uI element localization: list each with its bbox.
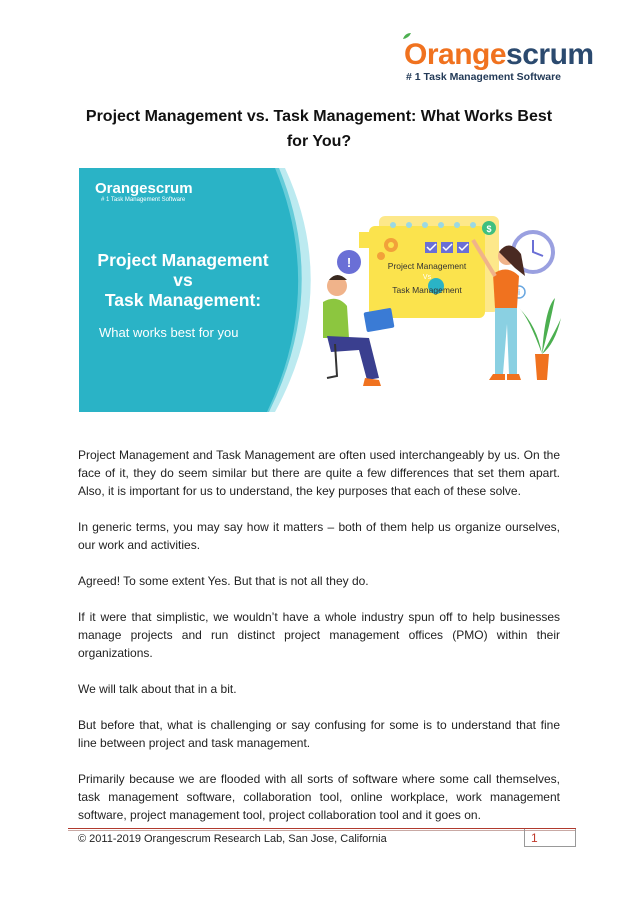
body-text xyxy=(78,446,560,842)
hero-brand-tagline: # 1 Task Management Software xyxy=(101,197,186,203)
paragraph: We will talk about that in a bit. xyxy=(78,682,237,696)
hero-subline: What works best for you xyxy=(99,325,239,340)
footer-rule xyxy=(68,828,576,829)
page-number: 1 xyxy=(524,829,576,847)
hero-banner xyxy=(79,168,561,412)
card-line-3: Task Management xyxy=(392,285,462,295)
svg-text:$: $ xyxy=(486,224,492,234)
footer-rule-shadow xyxy=(68,830,576,831)
card-line-1: Project Management xyxy=(387,261,467,271)
calendar-card-text xyxy=(371,260,483,296)
logo-wordmark: Orangescrum xyxy=(404,38,594,71)
card-line-2: Vs xyxy=(422,274,432,281)
paragraph: In generic terms, you may say how it matters – both of them help us organize ourselves, our work and activities. xyxy=(78,520,560,552)
hero-brand: Orangescrum xyxy=(95,180,193,197)
hero-headline-line-1: Project Management xyxy=(97,250,269,270)
paragraph: But before that, what is challenging or say confusing for some is to understand that fine line between project and task management. xyxy=(78,718,560,750)
document-title: Project Management vs. Task Management: What Works Best for You? xyxy=(85,108,553,150)
logo-tagline: # 1 Task Management Software xyxy=(406,71,562,83)
paragraph: Agreed! To some extent Yes. But that is not all they do. xyxy=(78,574,369,588)
hero-headline xyxy=(93,250,273,310)
svg-text:i: i xyxy=(518,288,520,297)
orangescrum-logo xyxy=(398,36,594,86)
svg-text:!: ! xyxy=(346,255,352,270)
paragraph: Primarily because we are flooded with all sorts of software where some call themselves, task management software, collaboration tool, online workplace, work management software, project management tool, project collaboration tool and it goes on. xyxy=(78,772,560,822)
paragraph: Project Management and Task Management are often used interchangeably by us. On the face of it, they do seem similar but there are quite a few differences that set them apart. Also, it is important for us to understand, the key purposes that each of these solve. xyxy=(78,448,560,498)
hero-headline-line-3: Task Management: xyxy=(104,290,262,310)
paragraph: If it were that simplistic, we wouldn’t have a whole industry spun off to help businesses manage projects and run distinct project management offices (PMO) within their organizations. xyxy=(78,610,560,660)
hero-headline-line-2: vs xyxy=(173,270,193,290)
footer-copyright: © 2011-2019 Orangescrum Research Lab, San Jose, California xyxy=(78,833,387,845)
